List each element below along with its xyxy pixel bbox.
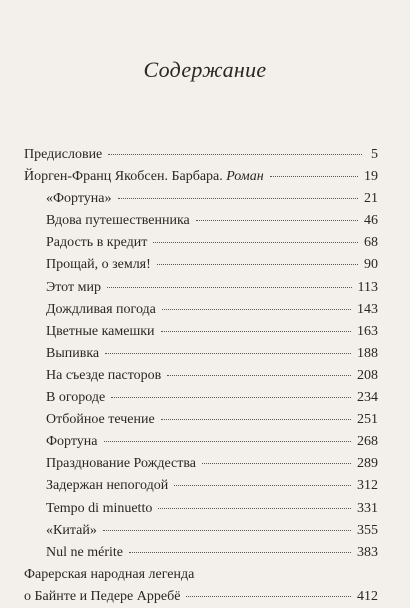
toc-entry-page: 113 (357, 279, 378, 295)
toc-entry-label: Фортуна (46, 434, 98, 450)
toc-entry-chapter[interactable] (24, 299, 378, 321)
dot-leader (186, 596, 351, 597)
toc-entry-label-line1: Фарерская народная легенда (24, 566, 195, 582)
toc-entry-chapter[interactable] (24, 431, 378, 453)
toc-entry-label: «Китай» (46, 522, 97, 538)
toc-entry-chapter[interactable] (24, 453, 378, 475)
toc-entry-label: В огороде (46, 390, 106, 406)
table-of-contents (24, 144, 378, 608)
toc-entry-label-italic: Роман (226, 169, 264, 185)
toc-entry-label: Выпивка (46, 345, 100, 361)
toc-entry-page: 90 (364, 257, 378, 273)
dot-leader (174, 485, 351, 486)
toc-entry-label: Задержан непогодой (46, 478, 169, 494)
dot-leader (161, 419, 351, 420)
toc-entry-page: 163 (357, 323, 378, 339)
toc-entry-label: Nul ne mérite (46, 544, 123, 560)
toc-entry-page: 289 (357, 456, 378, 472)
toc-entry-page: 331 (357, 500, 378, 516)
toc-entry-page: 21 (364, 191, 378, 207)
dot-leader (157, 264, 358, 265)
dot-leader (129, 552, 351, 553)
toc-entry-page: 383 (357, 544, 378, 560)
toc-entry-label (24, 166, 264, 188)
toc-entry-label: Tempo di minuetto (46, 500, 153, 516)
toc-entry-page: 208 (357, 367, 378, 383)
toc-entry-barbara[interactable] (24, 166, 378, 188)
dot-leader (103, 530, 351, 531)
toc-entry-chapter[interactable] (24, 409, 378, 431)
toc-entry-label-text: Йорген-Франц Якобсен. Барбара. (24, 169, 223, 185)
toc-entry-page: 143 (357, 301, 378, 317)
toc-entry-chapter[interactable] (24, 365, 378, 387)
toc-entry-chapter[interactable] (24, 387, 378, 409)
toc-entry-page: 188 (357, 345, 378, 361)
toc-entry-chapter[interactable] (24, 277, 378, 299)
page-title: Содержание (143, 57, 267, 82)
toc-entry-preface[interactable] (24, 144, 378, 166)
toc-entry-chapter[interactable] (24, 254, 378, 276)
dot-leader (105, 353, 351, 354)
toc-entry-label: Празднование Рождества (46, 456, 196, 472)
toc-entry-label: Цветные камешки (46, 323, 155, 339)
toc-entry-label: Радость в кредит (46, 235, 148, 251)
toc-entry-page: 412 (357, 588, 378, 604)
dot-leader (104, 441, 351, 442)
toc-entry-chapter[interactable] (24, 232, 378, 254)
toc-entry-chapter[interactable] (24, 542, 378, 564)
dot-leader (167, 375, 351, 376)
dot-leader (202, 463, 351, 464)
toc-entry-label: Дождливая погода (46, 301, 156, 317)
toc-entry-page: 5 (371, 147, 378, 162)
toc-entry-page: 312 (357, 478, 378, 494)
toc-entry-page: 251 (357, 412, 378, 428)
toc-entry-page: 355 (357, 522, 378, 538)
toc-entry-page: 268 (357, 434, 378, 450)
dot-leader (111, 397, 351, 398)
toc-entry-chapter[interactable] (24, 475, 378, 497)
dot-leader (162, 309, 351, 310)
toc-entry-label: «Фортуна» (46, 191, 112, 207)
toc-entry-page: 234 (357, 390, 378, 406)
toc-entry-label: Предисловие (24, 147, 103, 162)
toc-entry-chapter[interactable] (24, 498, 378, 520)
toc-entry-line2 (24, 586, 378, 608)
toc-entry-page: 46 (364, 213, 378, 229)
dot-leader (118, 198, 358, 199)
toc-entry-label-line2: о Байнте и Педере Арребё (24, 588, 181, 604)
toc-entry-chapter[interactable] (24, 210, 378, 232)
toc-entry-label: Вдова путешественника (46, 213, 190, 229)
dot-leader (107, 287, 352, 288)
toc-entry-label: Прощай, о земля! (46, 257, 151, 273)
toc-entry-chapter[interactable] (24, 343, 378, 365)
dot-leader (161, 331, 351, 332)
dot-leader (108, 154, 362, 155)
toc-entry-chapter[interactable] (24, 321, 378, 343)
toc-entry-label: Отбойное течение (46, 412, 155, 428)
toc-entry-chapter[interactable] (24, 520, 378, 542)
toc-entry-label: Этот мир (46, 279, 101, 295)
toc-entry-page: 19 (364, 169, 378, 185)
toc-entry-chapter[interactable] (24, 188, 378, 210)
dot-leader (196, 220, 358, 221)
dot-leader (153, 242, 358, 243)
toc-entry-label: На съезде пасторов (46, 367, 162, 383)
dot-leader (270, 176, 358, 177)
dot-leader (158, 508, 351, 509)
toc-entry-page: 68 (364, 235, 378, 251)
toc-entry-legend[interactable] (24, 564, 378, 608)
